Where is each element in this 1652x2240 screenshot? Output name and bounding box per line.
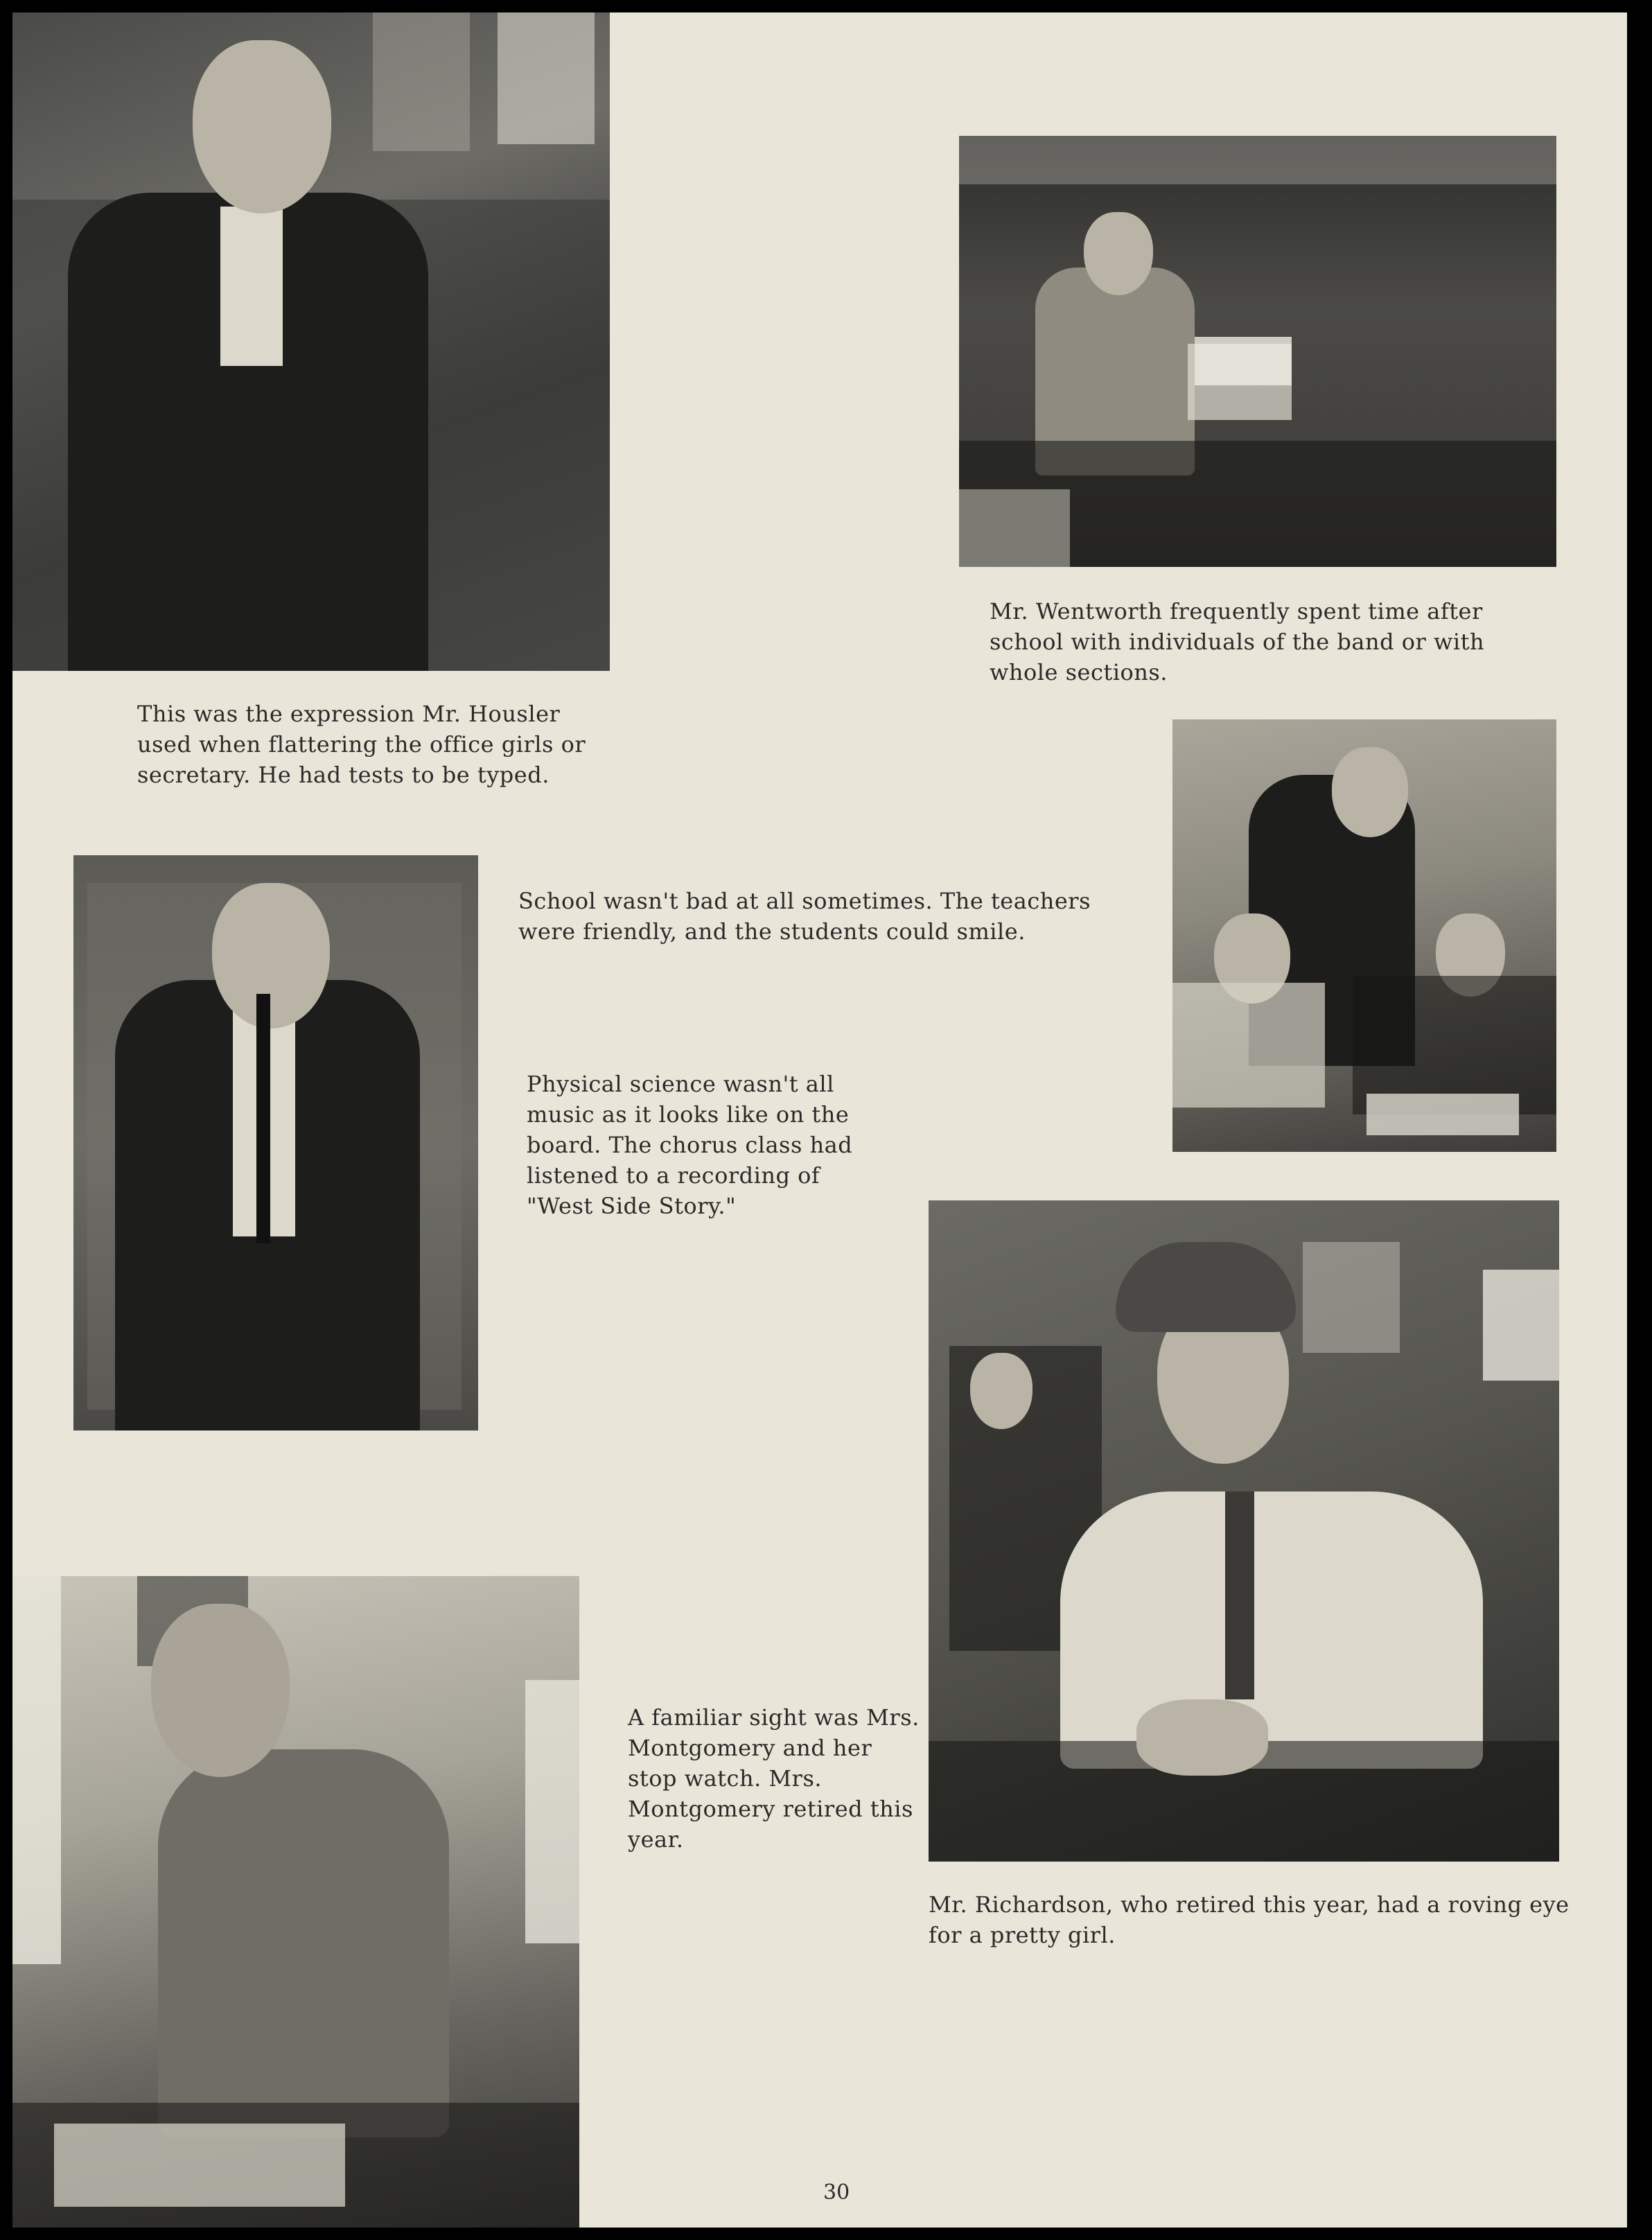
yearbook-page [12,12,1627,2228]
caption-montgomery: A familiar sight was Mrs. Montgomery and her stop watch. Mrs. Montgomery retired this year. [628,1704,920,1853]
photo-wentworth [959,136,1556,567]
photo-montgomery [12,1576,579,2228]
caption-school-smile: School wasn't bad at all sometimes. The teachers were friendly, and the students could smile. [518,888,1091,945]
caption-wentworth: Mr. Wentworth frequently spent time after school with individuals of the band or with whole sections. [990,598,1485,685]
photo-physical-science [73,855,478,1430]
caption-richardson: Mr. Richardson, who retired this year, had a roving eye for a pretty girl. [929,1891,1570,1948]
page-number: 30 [823,2180,850,2205]
photo-housler [12,12,610,671]
photo-school-smile [1172,719,1556,1152]
caption-housler: This was the expression Mr. Housler used when flattering the office girls or secretary. He had tests to be typed. [137,701,586,788]
caption-physical-science: Physical science wasn't all music as it looks like on the board. The chorus class had listened to a recording of "West Side Story." [527,1071,853,1219]
photo-richardson [929,1200,1559,1862]
